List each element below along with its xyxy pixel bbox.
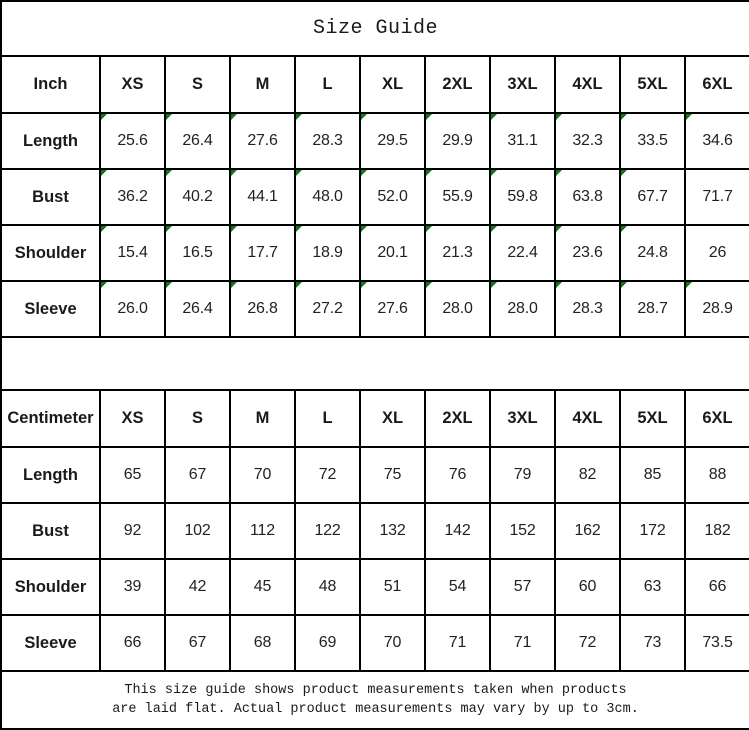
footer-note <box>1 671 749 729</box>
size-value-cell: 60 <box>555 559 620 615</box>
cell-corner-marker-icon <box>556 170 562 176</box>
size-value-cell: 39 <box>100 559 165 615</box>
size-value-cell: 18.9 <box>295 225 360 281</box>
cell-corner-marker-icon <box>491 282 497 288</box>
cell-corner-marker-icon <box>101 282 107 288</box>
size-value-cell: 28.9 <box>685 281 749 337</box>
size-value-cell: 65 <box>100 447 165 503</box>
spacer-row <box>1 337 749 390</box>
cell-corner-marker-icon <box>231 226 237 232</box>
size-value-cell: 28.3 <box>555 281 620 337</box>
cell-corner-marker-icon <box>426 226 432 232</box>
size-value-cell: 28.0 <box>490 281 555 337</box>
size-value-cell: 31.1 <box>490 113 555 169</box>
size-value-cell: 33.5 <box>620 113 685 169</box>
size-value-cell: 26.4 <box>165 281 230 337</box>
size-value-cell: 76 <box>425 447 490 503</box>
inch-table-row-length <box>1 113 749 169</box>
cell-corner-marker-icon <box>556 282 562 288</box>
size-value-cell: 17.7 <box>230 225 295 281</box>
cm-table-size-header: 6XL <box>685 390 749 447</box>
inch-table-size-header: XS <box>100 56 165 113</box>
size-value-cell: 15.4 <box>100 225 165 281</box>
size-value-cell: 22.4 <box>490 225 555 281</box>
cell-corner-marker-icon <box>686 114 692 120</box>
size-value-cell: 26.0 <box>100 281 165 337</box>
size-value-cell: 67 <box>165 615 230 671</box>
size-value-cell: 27.6 <box>230 113 295 169</box>
cell-corner-marker-icon <box>361 114 367 120</box>
row-label: Length <box>1 447 100 503</box>
size-value-cell: 24.8 <box>620 225 685 281</box>
size-value-cell: 70 <box>230 447 295 503</box>
size-value-cell: 72 <box>295 447 360 503</box>
cm-table-size-header: L <box>295 390 360 447</box>
cell-corner-marker-icon <box>296 226 302 232</box>
page-title: Size Guide <box>1 1 749 56</box>
cell-corner-marker-icon <box>426 170 432 176</box>
size-value-cell: 152 <box>490 503 555 559</box>
cell-corner-marker-icon <box>166 170 172 176</box>
inch-table-unit-label: Inch <box>1 56 100 113</box>
size-value-cell: 63 <box>620 559 685 615</box>
cm-table-row-sleeve <box>1 615 749 671</box>
inch-table-row-sleeve <box>1 281 749 337</box>
size-value-cell: 32.3 <box>555 113 620 169</box>
size-value-cell: 92 <box>100 503 165 559</box>
size-value-cell: 75 <box>360 447 425 503</box>
cell-corner-marker-icon <box>556 114 562 120</box>
size-value-cell: 85 <box>620 447 685 503</box>
size-value-cell: 71.7 <box>685 169 749 225</box>
size-value-cell: 26.8 <box>230 281 295 337</box>
size-value-cell: 70 <box>360 615 425 671</box>
cell-corner-marker-icon <box>426 114 432 120</box>
cell-corner-marker-icon <box>296 282 302 288</box>
row-label: Bust <box>1 503 100 559</box>
row-label: Length <box>1 113 100 169</box>
size-value-cell: 63.8 <box>555 169 620 225</box>
size-value-cell: 48.0 <box>295 169 360 225</box>
cell-corner-marker-icon <box>166 114 172 120</box>
size-value-cell: 102 <box>165 503 230 559</box>
size-value-cell: 42 <box>165 559 230 615</box>
cm-table-unit-label: Centimeter <box>1 390 100 447</box>
cell-corner-marker-icon <box>361 282 367 288</box>
cell-corner-marker-icon <box>621 226 627 232</box>
size-value-cell: 25.6 <box>100 113 165 169</box>
cell-corner-marker-icon <box>491 170 497 176</box>
size-value-cell: 23.6 <box>555 225 620 281</box>
cm-table-size-header: S <box>165 390 230 447</box>
cell-corner-marker-icon <box>296 114 302 120</box>
inch-table-row-shoulder <box>1 225 749 281</box>
footer-note-line-1: This size guide shows product measurements taken when products <box>124 683 627 698</box>
size-value-cell: 28.7 <box>620 281 685 337</box>
size-value-cell: 26.4 <box>165 113 230 169</box>
cell-corner-marker-icon <box>361 170 367 176</box>
cell-corner-marker-icon <box>361 226 367 232</box>
size-value-cell: 182 <box>685 503 749 559</box>
inch-table-size-header: 4XL <box>555 56 620 113</box>
cell-corner-marker-icon <box>621 170 627 176</box>
size-value-cell: 51 <box>360 559 425 615</box>
cell-corner-marker-icon <box>166 282 172 288</box>
size-value-cell: 21.3 <box>425 225 490 281</box>
cell-corner-marker-icon <box>166 226 172 232</box>
cell-corner-marker-icon <box>231 114 237 120</box>
size-value-cell: 29.9 <box>425 113 490 169</box>
inch-table-size-header: 6XL <box>685 56 749 113</box>
size-value-cell: 172 <box>620 503 685 559</box>
size-value-cell: 72 <box>555 615 620 671</box>
footer-note-line-2: are laid flat. Actual product measurements may vary by up to 3cm. <box>112 702 639 717</box>
inch-table-size-header: S <box>165 56 230 113</box>
cm-table-header-row <box>1 390 749 447</box>
size-value-cell: 28.3 <box>295 113 360 169</box>
size-value-cell: 73 <box>620 615 685 671</box>
size-value-cell: 27.6 <box>360 281 425 337</box>
size-value-cell: 66 <box>685 559 749 615</box>
cm-table-size-header: M <box>230 390 295 447</box>
size-value-cell: 79 <box>490 447 555 503</box>
size-value-cell: 67.7 <box>620 169 685 225</box>
size-value-cell: 82 <box>555 447 620 503</box>
inch-table-size-header: L <box>295 56 360 113</box>
size-value-cell: 36.2 <box>100 169 165 225</box>
size-value-cell: 55.9 <box>425 169 490 225</box>
row-label: Bust <box>1 169 100 225</box>
size-value-cell: 20.1 <box>360 225 425 281</box>
size-value-cell: 34.6 <box>685 113 749 169</box>
size-value-cell: 88 <box>685 447 749 503</box>
row-label: Sleeve <box>1 281 100 337</box>
cm-table-size-header: 3XL <box>490 390 555 447</box>
size-value-cell: 66 <box>100 615 165 671</box>
cm-table-section <box>1 390 749 671</box>
cm-table-size-header: 5XL <box>620 390 685 447</box>
size-value-cell: 71 <box>425 615 490 671</box>
size-value-cell: 48 <box>295 559 360 615</box>
size-value-cell: 57 <box>490 559 555 615</box>
cm-table-size-header: 4XL <box>555 390 620 447</box>
row-label: Sleeve <box>1 615 100 671</box>
size-value-cell: 132 <box>360 503 425 559</box>
size-value-cell: 142 <box>425 503 490 559</box>
cm-table-size-header: 2XL <box>425 390 490 447</box>
size-value-cell: 54 <box>425 559 490 615</box>
size-value-cell: 162 <box>555 503 620 559</box>
cell-corner-marker-icon <box>491 226 497 232</box>
cm-table-row-shoulder <box>1 559 749 615</box>
size-value-cell: 27.2 <box>295 281 360 337</box>
cell-corner-marker-icon <box>231 170 237 176</box>
inch-table-size-header: 3XL <box>490 56 555 113</box>
cell-corner-marker-icon <box>231 282 237 288</box>
size-value-cell: 69 <box>295 615 360 671</box>
size-value-cell: 67 <box>165 447 230 503</box>
cell-corner-marker-icon <box>101 114 107 120</box>
size-value-cell: 59.8 <box>490 169 555 225</box>
row-label: Shoulder <box>1 559 100 615</box>
cm-table-row-length <box>1 447 749 503</box>
size-value-cell: 112 <box>230 503 295 559</box>
size-value-cell: 52.0 <box>360 169 425 225</box>
cell-corner-marker-icon <box>686 282 692 288</box>
size-value-cell: 16.5 <box>165 225 230 281</box>
size-value-cell: 68 <box>230 615 295 671</box>
size-value-cell: 122 <box>295 503 360 559</box>
inch-table-size-header: M <box>230 56 295 113</box>
size-value-cell: 44.1 <box>230 169 295 225</box>
cell-corner-marker-icon <box>296 170 302 176</box>
size-value-cell: 29.5 <box>360 113 425 169</box>
cell-corner-marker-icon <box>621 114 627 120</box>
row-label: Shoulder <box>1 225 100 281</box>
inch-table-section <box>1 56 749 337</box>
inch-table-size-header: 2XL <box>425 56 490 113</box>
size-value-cell: 40.2 <box>165 169 230 225</box>
size-value-cell: 28.0 <box>425 281 490 337</box>
cm-table-row-bust <box>1 503 749 559</box>
cm-table-size-header: XS <box>100 390 165 447</box>
inch-table-row-bust <box>1 169 749 225</box>
inch-table-size-header: 5XL <box>620 56 685 113</box>
inch-table-header-row <box>1 56 749 113</box>
cell-corner-marker-icon <box>101 170 107 176</box>
size-value-cell: 71 <box>490 615 555 671</box>
size-value-cell: 45 <box>230 559 295 615</box>
cm-table-size-header: XL <box>360 390 425 447</box>
cell-corner-marker-icon <box>426 282 432 288</box>
cell-corner-marker-icon <box>621 282 627 288</box>
cell-corner-marker-icon <box>491 114 497 120</box>
size-value-cell: 73.5 <box>685 615 749 671</box>
inch-table-size-header: XL <box>360 56 425 113</box>
cell-corner-marker-icon <box>101 226 107 232</box>
cell-corner-marker-icon <box>556 226 562 232</box>
size-value-cell: 26 <box>685 225 749 281</box>
